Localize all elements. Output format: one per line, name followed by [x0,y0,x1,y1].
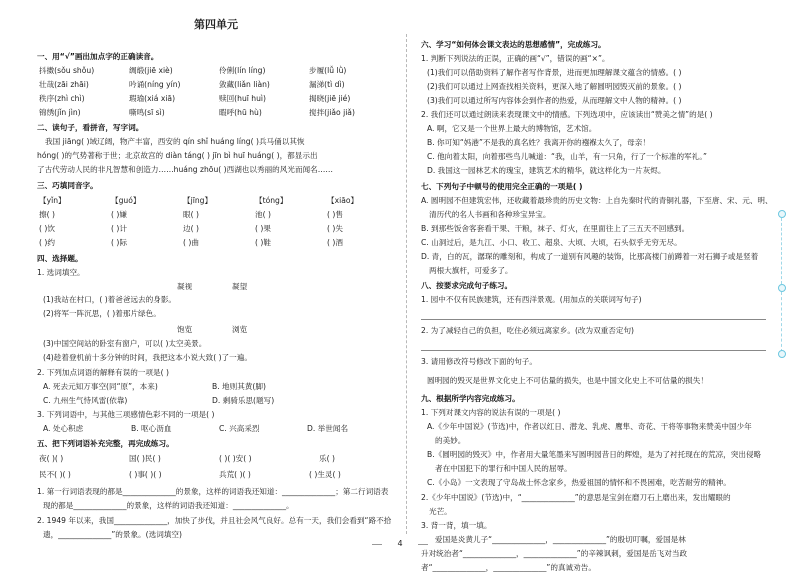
question: 3. 请用修改符号修改下面的句子。 [421,357,537,366]
idiom-cell: 民不( )( ) [39,470,71,479]
idiom-cell: 兵荒( )( ) [219,470,251,479]
binding-hole-icon [778,210,786,218]
homophone-head: 【yǐn】 [39,196,66,205]
section-4-heading: 四、选择题。 [37,254,83,263]
word-choice: 浏览 [232,325,248,334]
option: A. 啊，它又是一个世界上最大的博物馆，艺术馆。 [427,124,597,133]
homophone-cell: ( )酒 [327,238,343,247]
option: C. 他向着太阳，向着那些鸟儿喊道：“我，山羊，有一只角，行了一个标准的军礼。” [427,152,707,161]
pinyin-cell: 秩序(zhì chì) [39,94,85,103]
question: 1. 判断下列说法的正误，正确的画“√”，错误的画“×”。 [421,54,610,63]
statement: (1)我们可以借助资料了解作者写作背景，进而更加理解课文蕴含的情感。( ) [427,68,682,77]
option: B. 到那些饭舍客套看干果、干粮，袜子、灯火，在里面往上了三五天不回感到。 [421,224,690,233]
page-number-rule [372,544,382,545]
option: B. 呕心沥血 [131,424,172,433]
homophone-head: 【jīng】 [183,196,213,205]
statement: (3)我们可以通过所写内容体会到作者的热爱，从而理解文中人物的精神。( ) [427,96,682,105]
question: (2)将军一阵沉思，( )着那片绿色。 [43,309,161,318]
statement: (2)我们可以通过上网查找相关资料，更深入地了解圆明园毁灭前的景象。( ) [427,82,682,91]
binding-hole-icon [778,350,786,358]
option: C. 兴高采烈 [219,424,260,433]
pinyin-cell: 嘶鸣(sī sì) [129,108,165,117]
option: 清历代的名人书画和各种珍宝异宝。 [429,210,551,219]
option: A.《少年中国说》(节选)中，作者以红日、潜龙、乳虎、鹰隼、奇花、干将等事物来赞美中国少年 [427,422,752,431]
homophone-cell: ( )际 [111,238,127,247]
question: 2.《少年中国说》(节选)中，“______________”的意思是宝剑在磨刀石上磨出来，发出耀眼的 [421,493,731,502]
pinyin-cell: 搅拌(jiǎo jiǎ) [309,108,355,117]
question: 3. 下列词语中，与其他三项感情色彩不同的一项是( ) [37,410,215,419]
unit-title: 第四单元 [194,18,238,31]
idiom-cell: 乐( ) [319,454,335,463]
pinyin-cell: 伶俐(lín líng) [219,66,266,75]
homophone-head: 【xiāo】 [327,196,359,205]
section-3-heading: 三、巧填同音字。 [37,181,98,190]
question: (3)中国空间站的卧室有窗户，可以( )太空美景。 [43,339,207,348]
question: 现的都是______________的景象，这样的词语我还知道：______________。 [43,501,294,510]
pinyin-cell: 揭晓(jiē jié) [309,94,351,103]
section-7-heading: 七、下列句子中顿号的使用完全正确的一项是( ) [421,182,583,191]
question: 1. 下列对课文内容的说法有误的一项是( ) [421,408,561,417]
pinyin-cell: 锦绣(jǐn jìn) [39,108,81,117]
homophone-cell: 擦( ) [39,210,55,219]
recitation-line: 升对统治者“______________，______________”的辛辣讽刺，爱国是岳飞对当政 [421,549,688,558]
binding-hole-icon [778,284,786,292]
option: D. 青，白的瓦，潺琛的雕刻和，构成了一道别有风趣的装饰，比那高楼门前蹲着一对石狮子或是竖着 [421,252,759,261]
homophone-cell: ( )嫌 [111,210,127,219]
question: 2. 1949 年以来，我国______________，加快了步伐，并且社会风气良好。总有一天，我们会看到“路不拾 [37,516,392,525]
idiom-cell: 夜( )( ) [39,454,64,463]
question: 2. 为了减轻自己的负担，吃住必须远离家乡。(改为双重否定句) [421,326,635,335]
section-2-line: 了古代劳动人民的非凡智慧和创造力……huáng zhōu( )西湖也以秀丽的风光而闻名…… [37,165,333,174]
option: 的美妙。 [435,436,466,445]
question: (4)趁着登机前十多分钟的时间，我把这本小说大致( )了一遍。 [43,353,252,362]
homophone-cell: ( )鞋 [255,238,271,247]
homophone-cell: ( )计 [111,224,127,233]
pinyin-cell: 抖擞(sǒu shǒu) [39,66,95,75]
section-6-heading: 六、学习“如何体会课文表达的思想感情”，完成练习。 [421,40,606,49]
idiom-cell: ( )( )安( ) [219,454,252,463]
option: A. 处心积虑 [43,424,84,433]
column-divider [406,34,407,534]
option: B. 你可知“妈港”不是我的真名姓？我离开你的襁褓太久了，母亲！ [427,138,650,147]
word-choice: 凝望 [232,282,248,291]
section-9-heading: 九、根据所学内容完成练习。 [421,394,520,403]
question: 1. 选词填空。 [37,268,85,277]
pinyin-cell: 赎回(huī huì) [219,94,266,103]
section-1-heading: 一、用“√”画出加点字的正确读音。 [37,52,159,61]
option: C. 山洞过后，是九江、小口、收工、超泉、大顷、大顷，石头似乎无穷无尽。 [421,238,682,247]
homophone-cell: ( )曲 [183,238,199,247]
pinyin-cell: 敛藏(liǎn liàn) [219,80,270,89]
section-2-heading: 二、读句子，看拼音，写字词。 [37,123,144,132]
question: 1. 第一行词语表现的都是______________的景象，这样的词语我还知道：______________；第二行词语表 [37,487,389,496]
word-choice: 凝视 [177,282,193,291]
homophone-cell: ( )果 [255,224,271,233]
answer-line[interactable] [421,350,766,351]
pinyin-cell: 壮哉(zāi zhāi) [39,80,89,89]
pinyin-cell: 暇呼(hū hù) [219,108,262,117]
option: 两根大旗杆，可爱多了。 [429,266,513,275]
pinyin-cell: 瑕瑜(xiá xiā) [129,94,176,103]
answer-line[interactable] [421,319,766,320]
option: B. 地则其黄(脚) [212,382,266,391]
option: C. 九州生气恃风雷(依靠) [43,396,128,405]
option: B.《圆明园的毁灭》中，作者用大量笔墨来写圆明园昔日的辉煌，是为了衬托现在的荒凉，突出侵略 [427,450,762,459]
section-8-heading: 八、按要求完成句子练习。 [421,281,513,290]
page-number: 4 [397,539,403,548]
binding-dots [778,210,786,410]
section-5-heading: 五、把下列词语补充完整，再完成练习。 [37,439,174,448]
option: C.《小岛》一文表现了守岛战士怀念家乡，热爱祖国的情怀和不畏困难，吃苦耐劳的精神。 [427,478,731,487]
question: 遗，______________”的景象。(选词填空) [43,530,182,539]
option: D. 举世闻名 [307,424,349,433]
recitation-line: 者“______________，______________”的真诚劝告。 [421,563,596,572]
recitation-line: 爱国是炎黄儿子“______________，______________”的殷切叮嘱，爱国是林 [435,535,686,544]
section-2-line: hóng( )的气势著称于世；北京故宫的 diàn táng( ) jīn bì huī huáng( )，都显示出 [37,151,318,160]
homophone-cell: 池( ) [255,210,271,219]
pinyin-cell: 步履(lǚ lǜ) [309,66,347,75]
option: A. 圆明园不但建筑宏伟，还收藏着最珍贵的历史文物：上自先秦时代的青铜礼器，下至唐、宋、元、明、 [421,196,773,205]
idiom-cell: 国( )民( ) [129,454,161,463]
homophone-cell: ( )饮 [39,224,55,233]
idiom-cell: ( )事( )( ) [129,470,162,479]
homophone-cell: ( )失 [327,224,343,233]
pinyin-cell: 漏涕(tì dì) [309,80,345,89]
pinyin-cell: 吟诵(níng yín) [129,80,181,89]
option: D. 我国这一园林艺术的瑰宝，建筑艺术的精华，就这样化为一片灰烬。 [427,166,666,175]
option: D. 剩骑乐思(题写) [212,396,275,405]
question: 3. 背一背，填一填。 [421,521,492,530]
question: 1. 园中不仅有民族建筑，还有西洋景观。(用加点的关联词写句子) [421,295,642,304]
pinyin-cell: 绸缎(jiē xiè) [129,66,173,75]
option: A. 死去元知万事空(同“原”，本来) [43,382,158,391]
question: 2. 下列加点词语的解释有误的一项是( ) [37,368,169,377]
idiom-cell: ( )生灵( ) [309,470,341,479]
homophone-cell: 眼( ) [183,210,199,219]
section-2-line: 我国 jiāng( )域辽阔，物产丰富，西安的 qín shǐ huáng líng( )兵马俑以其恢 [45,137,305,146]
homophone-head: 【tóng】 [255,196,288,205]
question: 2. 我们还可以通过朗读来表现课文中的情感。下列选项中，应该读出“赞美之情”的是( ) [421,110,713,119]
question: 光芒。 [429,507,452,516]
question: (1)我站在村口，( )着爸爸远去的身影。 [43,295,177,304]
homophone-head: 【guó】 [111,196,141,205]
option: 者在中国犯下的罪行和中国人民的屈辱。 [435,464,572,473]
homophone-cell: ( )售 [327,210,343,219]
homophone-cell: ( )约 [39,238,55,247]
homophone-cell: 边( ) [183,224,199,233]
word-choice: 饱览 [177,325,193,334]
page-number-rule [418,544,428,545]
sentence-to-edit: 圆明园的毁灭是世界文化史上不可估量的损失，也是中国文化史上不可估量的损失！ [427,376,708,385]
